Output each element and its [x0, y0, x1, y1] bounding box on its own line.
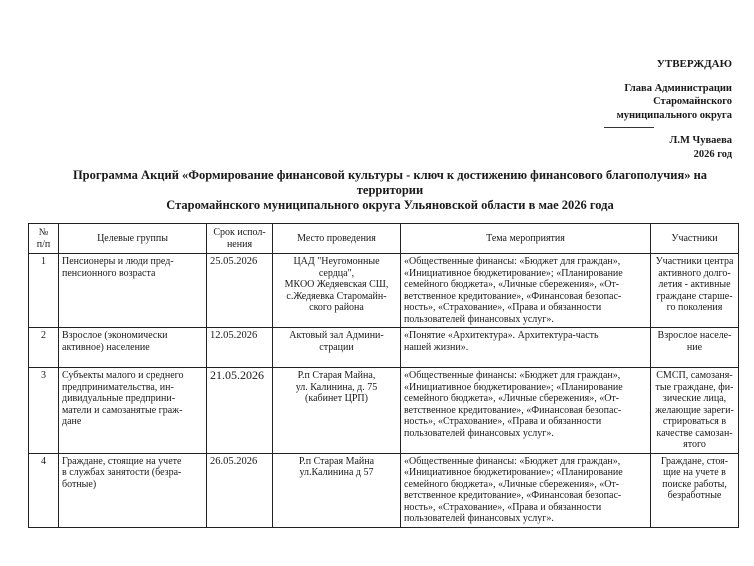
program-table: [28, 223, 739, 528]
row-num: 4: [29, 453, 59, 527]
approval-block: [552, 58, 732, 161]
header-topic: Тема мероприятия: [401, 224, 651, 254]
row-num: 1: [29, 254, 59, 328]
row-topic: «Понятие «Архитектура». Архитектура-часть нашей жизни».: [401, 328, 651, 368]
row-topic: «Общественные финансы: «Бюджет для граждан», «Инициативное бюджетирование»; «Планирование семейного бюджета», «Личные сбережения», «От- ветственное кредитование», «Финансовая безопас- ность», «Страхование», «Права и обязанности пользователей финансовых услуг».: [401, 368, 651, 454]
table-header-row: [29, 224, 739, 254]
approval-signatory: Л.М Чуваева: [669, 135, 732, 146]
header-num: № п/п: [29, 224, 59, 254]
row-topic: «Общественные финансы: «Бюджет для граждан», «Инициативное бюджетирование»; «Планирование семейного бюджета», «Личные сбережения», «От- ветственное кредитование», «Финансовая безопас- ность», «Страхование», «Права и обязанности пользователей финансовых услуг».: [401, 254, 651, 328]
header-date: Срок испол- нения: [207, 224, 273, 254]
approval-position-line: муниципального округа: [616, 109, 732, 121]
row-group: Граждане, стоящие на учете в службах занятости (безра- ботные): [59, 453, 207, 527]
signature-line: [604, 127, 654, 128]
approval-position-line: Старомайнского: [653, 96, 732, 107]
row-place: Р.п Старая Майна ул.Калинина д 57: [273, 453, 401, 527]
header-place: Место проведения: [273, 224, 401, 254]
approval-year: 2026 год: [693, 148, 732, 160]
header-participants: Участники: [651, 224, 739, 254]
approval-heading: УТВЕРЖДАЮ: [656, 58, 732, 70]
row-place: ЦАД "Неугомонные сердца", МКОО Жедяевская СШ, с.Жедяевка Старомайн- ского района: [273, 254, 401, 328]
row-date: 21.05.2026: [207, 368, 273, 454]
row-num: 3: [29, 368, 59, 454]
table-row: [29, 328, 739, 368]
row-participants: СМСП, самозаня- тые граждане, фи- зические лица, желающие зареги- стрироваться в качестве самозан- ятого: [651, 368, 739, 454]
table-row: [29, 254, 739, 328]
row-group: Взрослое (экономически активное) население: [59, 328, 207, 368]
row-participants: Взрослое населе- ние: [651, 328, 739, 368]
row-num: 2: [29, 328, 59, 368]
row-topic: «Общественные финансы: «Бюджет для граждан», «Инициативное бюджетирование»; «Планирование семейного бюджета», «Личные сбережения», «От- ветственное кредитование», «Финансовая безопас- ность», «Страхование», «Права и обязанности пользователей финансовых услуг».: [401, 453, 651, 527]
row-participants: Участники центра активного долго- летия - активные граждане старше- го поколения: [651, 254, 739, 328]
row-date: 25.05.2026: [207, 254, 273, 328]
approval-position-line: Глава Администрации: [624, 82, 732, 94]
table-row: [29, 453, 739, 527]
row-date: 26.05.2026: [207, 453, 273, 527]
document-title: [40, 168, 740, 213]
row-participants: Граждане, стоя- щие на учете в поиске работы, безработные: [651, 453, 739, 527]
row-place: Актовый зал Админи- страции: [273, 328, 401, 368]
row-date: 12.05.2026: [207, 328, 273, 368]
row-place: Р.п Старая Майна, ул. Калинина, д. 75 (кабинет ЦРП): [273, 368, 401, 454]
title-line: Старомайнского муниципального округа Ульяновской области в мае 2026 года: [166, 198, 614, 212]
row-group: Пенсионеры и люди пред- пенсионного возраста: [59, 254, 207, 328]
title-line: Программа Акций «Формирование финансовой культуры - ключ к достижению финансового благополучия» на территории: [72, 168, 708, 197]
table-row: [29, 368, 739, 454]
header-group: Целевые группы: [59, 224, 207, 254]
row-group: Субъекты малого и среднего предпринимательства, ин- дивидуальные предприни- матели и самозанятые граж- дане: [59, 368, 207, 454]
